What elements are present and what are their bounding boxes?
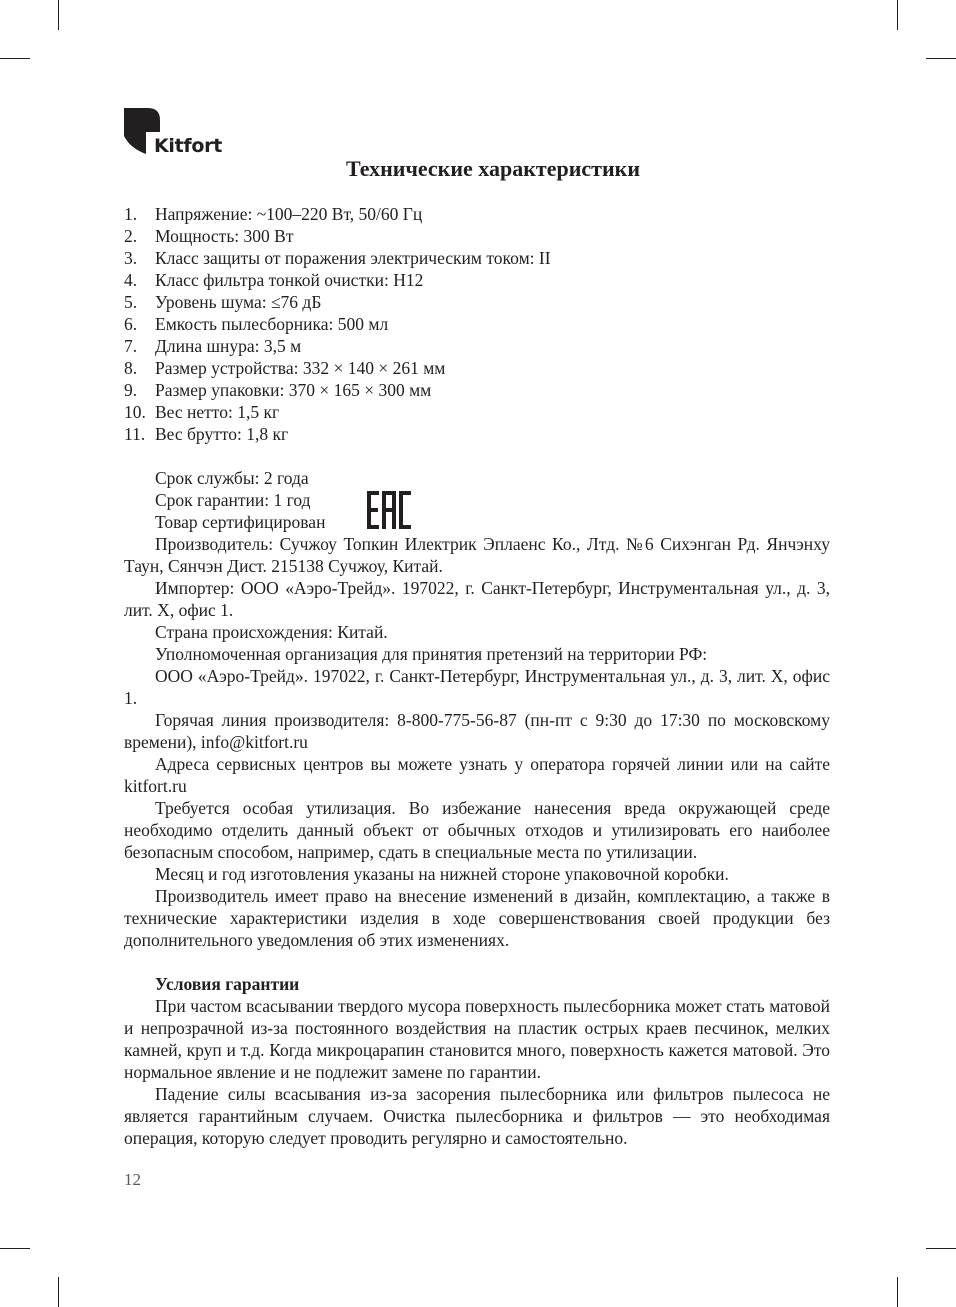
service-centers-paragraph: Адреса сервисных центров вы можете узнать у оператора горячей линии или на сайте kitfort.ru — [124, 754, 830, 796]
warranty-heading: Условия гарантии — [155, 974, 300, 994]
list-item: 7. Длина шнура: 3,5 м — [124, 336, 302, 356]
warranty-period: Срок гарантии: 1 год — [155, 490, 311, 510]
list-item: 8. Размер устройства: 332 × 140 × 261 мм — [124, 358, 446, 378]
brand-logo — [124, 108, 234, 158]
brand-name: Kitfort — [154, 135, 222, 157]
changes-paragraph: Производитель имеет право на внесение изменений в дизайн, комплектацию, а также в технические характеристики изделия в ходе совершенствования своей продукции без дополнительного уведомления об этих изменениях. — [124, 886, 830, 950]
warranty-paragraph: При частом всасывании твердого мусора поверхность пылесборника может стать матовой и непрозрачной из-за постоянного воздействия на пластик острых краев песчинок, мелких камней, круп и т.д. Когда микроцарапин становится много, поверхность кажется матовой. Это нормальное явление и не подлежит замене по гарантии. — [124, 996, 830, 1082]
document-body — [124, 533, 830, 1149]
crop-mark — [58, 1277, 59, 1307]
origin-paragraph: Страна происхождения: Китай. — [155, 622, 388, 642]
list-item: 6. Емкость пылесборника: 500 мл — [124, 314, 389, 334]
list-item: 4. Класс фильтра тонкой очистки: Н12 — [124, 270, 424, 290]
list-item: 5. Уровень шума: ≤76 дБ — [124, 292, 322, 312]
crop-mark — [0, 58, 30, 59]
hotline-paragraph: Горячая линия производителя: 8-800-775-56-87 (пн-пт с 9:30 до 17:30 по московскому времени), info@kitfort.ru — [124, 710, 830, 752]
disposal-paragraph: Требуется особая утилизация. Во избежание нанесения вреда окружающей среде необходимо отделить данный объект от обычных отходов и утилизировать его наиболее безопасным способом, например, сдать в специальные места по утилизации. — [124, 798, 830, 862]
crop-mark — [58, 0, 59, 30]
page-number: 12 — [124, 1170, 141, 1189]
list-item: 2. Мощность: 300 Вт — [124, 226, 294, 246]
manufacture-date-paragraph: Месяц и год изготовления указаны на нижней стороне упаковочной коробки. — [155, 864, 729, 884]
list-item: 3. Класс защиты от поражения электрическим током: II — [124, 248, 551, 268]
list-item: 11. Вес брутто: 1,8 кг — [124, 424, 289, 444]
list-item: 9. Размер упаковки: 370 × 165 × 300 мм — [124, 380, 432, 400]
certification: Товар сертифицирован — [155, 512, 326, 532]
crop-mark — [926, 58, 956, 59]
crop-mark — [0, 1248, 30, 1249]
service-life: Срок службы: 2 года — [155, 468, 309, 488]
importer-paragraph: Импортер: ООО «Аэро-Трейд». 197022, г. Санкт-Петербург, Инструментальная ул., д. 3, лит. Х, офис 1. — [124, 578, 830, 620]
service-info — [155, 467, 325, 533]
warranty-paragraph: Падение силы всасывания из-за засорения пылесборника или фильтров пылесоса не является гарантийным случаем. Очистка пылесборника и фильтров — это необходимая операция, которую следует проводить регулярно и самостоятельно. — [124, 1084, 830, 1148]
authorized-org-paragraph: ООО «Аэро-Трейд». 197022, г. Санкт-Петербург, Инструментальная ул., д. 3, лит. Х, офис 1. — [124, 666, 830, 708]
crop-mark — [897, 1277, 898, 1307]
spec-list — [124, 203, 830, 445]
authorized-org-label: Уполномоченная организация для принятия претензий на территории РФ: — [155, 644, 708, 664]
eac-certification-icon — [367, 491, 411, 529]
crop-mark — [897, 0, 898, 30]
crop-mark — [926, 1248, 956, 1249]
page-title: Технические характеристики — [345, 156, 641, 181]
manufacturer-paragraph: Производитель: Сучжоу Топкин Илектрик Эплаенс Ко., Лтд. №6 Сихэнган Рд. Янчэнху Таун, Сянчэн Дист. 215138 Сучжоу, Китай. — [124, 534, 830, 576]
list-item: 1. Напряжение: ~100–220 Вт, 50/60 Гц — [124, 204, 423, 224]
list-item: 10. Вес нетто: 1,5 кг — [124, 402, 280, 422]
